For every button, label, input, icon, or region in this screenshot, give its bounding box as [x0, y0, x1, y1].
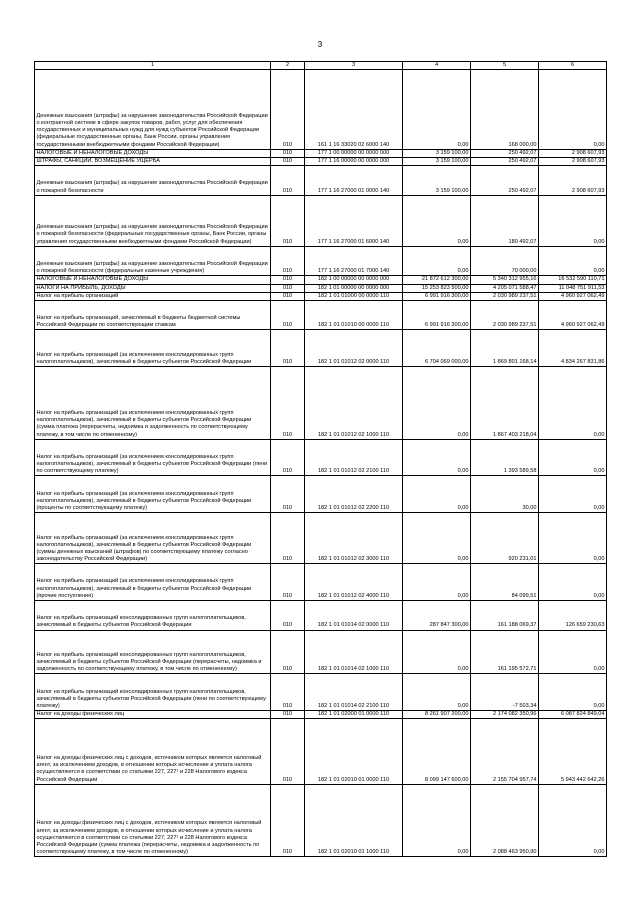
- row-code-cell: 010: [271, 276, 305, 284]
- table-row: [35, 367, 607, 440]
- row-name-cell: НАЛОГИ НА ПРИБЫЛЬ, ДОХОДЫ: [35, 284, 271, 292]
- row-fact-cell: 161 195 572,71: [471, 630, 539, 674]
- row-kbk-cell: 182 1 01 01012 02 0000 110: [305, 330, 403, 367]
- row-fact-cell: 920 231,01: [471, 513, 539, 564]
- row-fact-cell: 70 000,00: [471, 246, 539, 276]
- table-row: [35, 246, 607, 276]
- row-kbk-cell: 182 1 01 01012 02 4000 110: [305, 564, 403, 601]
- row-name-cell: Налог на доходы физических лиц с доходов, источником которых является налоговый агент, за исключением доходов, в отношении которых исчисление и уплата налога осуществляются в соответствии со статьями 227, 227¹ и 228 Налогового кодекса Российской Федерации (сумма платежа (перерасчеты, недоимка и задолженность по соответствующему платежу, в том числе по отмененному): [35, 784, 271, 857]
- table-row: [35, 195, 607, 246]
- table-row: [35, 630, 607, 674]
- row-plan-cell: 0,00: [403, 784, 471, 857]
- table-row: [35, 300, 607, 330]
- row-remaining-cell: 0,00: [539, 70, 607, 150]
- header-col-3: 3: [305, 62, 403, 70]
- row-code-cell: 010: [271, 330, 305, 367]
- row-plan-cell: 3 159 100,00: [403, 149, 471, 157]
- row-kbk-cell: 177 1 16 27000 01 0000 140: [305, 166, 403, 196]
- row-fact-cell: 1 869 801 168,14: [471, 330, 539, 367]
- row-code-cell: 010: [271, 284, 305, 292]
- row-kbk-cell: 182 1 01 01010 00 0000 110: [305, 300, 403, 330]
- row-name-cell: НАЛОГОВЫЕ И НЕНАЛОГОВЫЕ ДОХОДЫ: [35, 276, 271, 284]
- row-remaining-cell: 0,00: [539, 674, 607, 711]
- row-name-cell: НАЛОГОВЫЕ И НЕНАЛОГОВЫЕ ДОХОДЫ: [35, 149, 271, 157]
- row-plan-cell: 0,00: [403, 195, 471, 246]
- row-code-cell: 010: [271, 292, 305, 300]
- row-plan-cell: 287 847 300,00: [403, 600, 471, 630]
- row-kbk-cell: 182 1 01 01012 02 2100 110: [305, 439, 403, 476]
- row-code-cell: 010: [271, 476, 305, 513]
- row-kbk-cell: 182 1 01 01012 02 3000 110: [305, 513, 403, 564]
- table-row: [35, 784, 607, 857]
- row-fact-cell: 30,00: [471, 476, 539, 513]
- row-remaining-cell: 4 834 267 831,86: [539, 330, 607, 367]
- row-plan-cell: 0,00: [403, 246, 471, 276]
- row-kbk-cell: 182 1 01 02010 01 1000 110: [305, 784, 403, 857]
- table-row: [35, 276, 607, 284]
- header-col-2: 2: [271, 62, 305, 70]
- row-name-cell: Налог на прибыль организаций консолидированных групп налогоплательщиков, зачисляемый в бюджеты субъектов Российской Федерации: [35, 600, 271, 630]
- row-kbk-cell: 161 1 16 33020 02 6000 140: [305, 70, 403, 150]
- row-kbk-cell: 182 1 01 02010 01 0000 110: [305, 719, 403, 784]
- row-fact-cell: 2 030 989 237,51: [471, 292, 539, 300]
- row-fact-cell: 161 188 069,37: [471, 600, 539, 630]
- row-fact-cell: 2 088 463 950,90: [471, 784, 539, 857]
- table-row: [35, 564, 607, 601]
- row-fact-cell: 180 492,07: [471, 195, 539, 246]
- row-fact-cell: 5 340 312 955,16: [471, 276, 539, 284]
- row-code-cell: 010: [271, 439, 305, 476]
- row-name-cell: Налог на прибыль организаций (за исключением консолидированных групп налогоплательщиков), зачисляемый в бюджеты субъектов Российской Федерации (суммы денежных взысканий (штрафов) по соответствующему платежу согласно законодательству Российской Федерации): [35, 513, 271, 564]
- row-kbk-cell: 182 1 01 01000 00 0000 110: [305, 292, 403, 300]
- row-remaining-cell: 6 087 824 849,04: [539, 711, 607, 719]
- header-col-5: 5: [471, 62, 539, 70]
- row-kbk-cell: 182 1 01 01014 02 1000 110: [305, 630, 403, 674]
- row-name-cell: Налог на доходы физических лиц: [35, 711, 271, 719]
- row-kbk-cell: 182 1 01 01014 02 2100 110: [305, 674, 403, 711]
- row-remaining-cell: 0,00: [539, 513, 607, 564]
- row-code-cell: 010: [271, 166, 305, 196]
- row-remaining-cell: 4 960 927 062,49: [539, 292, 607, 300]
- row-fact-cell: 2 030 989 237,51: [471, 300, 539, 330]
- row-remaining-cell: 0,00: [539, 367, 607, 440]
- row-name-cell: Денежные взыскания (штрафы) за нарушение законодательства Российской Федерации о пожарной безопасности (федеральные казенные учреждения): [35, 246, 271, 276]
- row-code-cell: 010: [271, 600, 305, 630]
- row-plan-cell: 6 991 916 300,00: [403, 300, 471, 330]
- row-plan-cell: 0,00: [403, 439, 471, 476]
- row-plan-cell: 8 099 147 600,00: [403, 719, 471, 784]
- row-name-cell: Налог на прибыль организаций консолидированных групп налогоплательщиков, зачисляемый в бюджеты субъектов Российской Федерации (пени по соответствующему платежу): [35, 674, 271, 711]
- row-name-cell: Налог на прибыль организаций (за исключением консолидированных групп налогоплательщиков), зачисляемый в бюджеты субъектов Российской Федерации: [35, 330, 271, 367]
- table-row: [35, 476, 607, 513]
- row-name-cell: Налог на прибыль организаций (за исключением консолидированных групп налогоплательщиков), зачисляемый в бюджеты субъектов Российской Федерации (проценты по соответствующему платежу): [35, 476, 271, 513]
- row-remaining-cell: 16 532 590 110,71: [539, 276, 607, 284]
- row-name-cell: Налог на прибыль организаций (за исключением консолидированных групп налогоплательщиков), зачисляемый в бюджеты субъектов Российской Федерации (пени по соответствующему платежу): [35, 439, 271, 476]
- row-code-cell: 010: [271, 70, 305, 150]
- row-plan-cell: 21 872 612 300,00: [403, 276, 471, 284]
- table-body: [35, 70, 607, 857]
- row-plan-cell: 6 991 916 300,00: [403, 292, 471, 300]
- row-plan-cell: 8 261 907 200,00: [403, 711, 471, 719]
- row-code-cell: 010: [271, 157, 305, 165]
- table-row: [35, 439, 607, 476]
- row-plan-cell: 3 159 100,00: [403, 166, 471, 196]
- row-remaining-cell: 4 960 927 062,49: [539, 300, 607, 330]
- row-plan-cell: 15 253 823 500,00: [403, 284, 471, 292]
- row-kbk-cell: 182 1 01 02000 01 0000 110: [305, 711, 403, 719]
- row-kbk-cell: 182 1 00 00000 00 0000 000: [305, 276, 403, 284]
- row-name-cell: ШТРАФЫ, САНКЦИИ, ВОЗМЕЩЕНИЕ УЩЕРБА: [35, 157, 271, 165]
- row-plan-cell: 0,00: [403, 630, 471, 674]
- row-plan-cell: 0,00: [403, 367, 471, 440]
- row-fact-cell: 2 155 704 957,74: [471, 719, 539, 784]
- table-row: [35, 513, 607, 564]
- row-code-cell: 010: [271, 719, 305, 784]
- row-kbk-cell: 182 1 01 01012 02 1000 110: [305, 367, 403, 440]
- row-code-cell: 010: [271, 246, 305, 276]
- row-code-cell: 010: [271, 630, 305, 674]
- row-code-cell: 010: [271, 149, 305, 157]
- row-plan-cell: 0,00: [403, 476, 471, 513]
- row-name-cell: Денежные взыскания (штрафы) за нарушение законодательства Российской Федерации о пожарной безопасности: [35, 166, 271, 196]
- row-remaining-cell: 0,00: [539, 564, 607, 601]
- row-name-cell: Налог на прибыль организаций (за исключением консолидированных групп налогоплательщиков), зачисляемый в бюджеты субъектов Российской Федерации (сумма платежа (перерасчеты, недоимка и задолженность по соответствующему платежу, в том числе по отмененному): [35, 367, 271, 440]
- row-fact-cell: 168 000,00: [471, 70, 539, 150]
- row-kbk-cell: 182 1 01 01012 02 2200 110: [305, 476, 403, 513]
- table-row: [35, 330, 607, 367]
- row-fact-cell: 2 174 082 350,96: [471, 711, 539, 719]
- row-code-cell: 010: [271, 300, 305, 330]
- table-row: [35, 719, 607, 784]
- row-kbk-cell: 182 1 01 00000 00 0000 000: [305, 284, 403, 292]
- row-code-cell: 010: [271, 195, 305, 246]
- row-code-cell: 010: [271, 784, 305, 857]
- header-col-4: 4: [403, 62, 471, 70]
- row-name-cell: Налог на прибыль организаций консолидированных групп налогоплательщиков, зачисляемый в бюджеты субъектов Российской Федерации (перерасчеты, недоимка и задолженность по соответствующему платежу, в том числе по отмененному): [35, 630, 271, 674]
- table-row: [35, 157, 607, 165]
- row-remaining-cell: 0,00: [539, 630, 607, 674]
- row-name-cell: Денежные взыскания (штрафы) за нарушение законодательства Российской Федерации о контрактной системе в сфере закупок товаров, работ, услуг для обеспечения государственных и муниципальных нужд для нужд субъектов Российской Федерации (федеральные государственные органы, Банк России, органы управления государственными внебюджетными фондами Российской Федерации): [35, 70, 271, 150]
- row-remaining-cell: 0,00: [539, 476, 607, 513]
- row-fact-cell: 84 099,51: [471, 564, 539, 601]
- table-row: [35, 166, 607, 196]
- row-fact-cell: 1 867 403 218,04: [471, 367, 539, 440]
- row-remaining-cell: 11 048 751 911,53: [539, 284, 607, 292]
- row-code-cell: 010: [271, 367, 305, 440]
- row-remaining-cell: 0,00: [539, 195, 607, 246]
- row-remaining-cell: 2 908 607,93: [539, 157, 607, 165]
- table-header-row: [35, 62, 607, 70]
- row-kbk-cell: 182 1 01 01014 02 0000 110: [305, 600, 403, 630]
- row-name-cell: Денежные взыскания (штрафы) за нарушение законодательства Российской Федерации о пожарной безопасности (федеральные государственные органы, Банк России, органы управления государственными внебюджетными фондами Российской Федерации): [35, 195, 271, 246]
- row-remaining-cell: 0,00: [539, 246, 607, 276]
- row-plan-cell: 0,00: [403, 564, 471, 601]
- row-name-cell: Налог на прибыль организаций, зачисляемый в бюджеты бюджетной системы Российской Федерации по соответствующим ставкам: [35, 300, 271, 330]
- revenue-table: [34, 61, 607, 857]
- row-fact-cell: 1 393 589,58: [471, 439, 539, 476]
- table-row: [35, 711, 607, 719]
- table-row: [35, 284, 607, 292]
- row-remaining-cell: 0,00: [539, 784, 607, 857]
- row-name-cell: Налог на доходы физических лиц с доходов, источником которых является налоговый агент, за исключением доходов, в отношении которых исчисление и уплата налога осуществляются в соответствии со статьями 227, 227¹ и 228 Налогового кодекса Российской Федерации: [35, 719, 271, 784]
- row-name-cell: Налог на прибыль организаций (за исключением консолидированных групп налогоплательщиков), зачисляемый в бюджеты субъектов Российской Федерации (прочие поступления): [35, 564, 271, 601]
- row-fact-cell: 250 492,07: [471, 149, 539, 157]
- row-code-cell: 010: [271, 513, 305, 564]
- row-fact-cell: 4 205 071 588,47: [471, 284, 539, 292]
- table-row: [35, 70, 607, 150]
- row-code-cell: 010: [271, 711, 305, 719]
- row-name-cell: Налог на прибыль организаций: [35, 292, 271, 300]
- row-remaining-cell: 2 908 607,93: [539, 166, 607, 196]
- row-kbk-cell: 177 1 16 00000 00 0000 000: [305, 157, 403, 165]
- header-col-6: 6: [539, 62, 607, 70]
- table-row: [35, 292, 607, 300]
- row-fact-cell: 250 492,07: [471, 157, 539, 165]
- table-row: [35, 149, 607, 157]
- row-plan-cell: 6 704 069 000,00: [403, 330, 471, 367]
- row-remaining-cell: 0,00: [539, 439, 607, 476]
- row-kbk-cell: 177 1 16 27000 01 6000 140: [305, 195, 403, 246]
- row-plan-cell: 0,00: [403, 674, 471, 711]
- row-plan-cell: 0,00: [403, 513, 471, 564]
- header-col-1: 1: [35, 62, 271, 70]
- row-code-cell: 010: [271, 564, 305, 601]
- table-row: [35, 674, 607, 711]
- row-plan-cell: 0,00: [403, 70, 471, 150]
- row-code-cell: 010: [271, 674, 305, 711]
- row-remaining-cell: 2 908 607,93: [539, 149, 607, 157]
- row-plan-cell: 3 159 100,00: [403, 157, 471, 165]
- row-kbk-cell: 177 1 16 27000 01 7000 140: [305, 246, 403, 276]
- row-remaining-cell: 5 943 442 642,26: [539, 719, 607, 784]
- row-fact-cell: -7 503,34: [471, 674, 539, 711]
- page-number: 3: [317, 40, 323, 49]
- row-fact-cell: 250 492,07: [471, 166, 539, 196]
- row-kbk-cell: 177 1 00 00000 00 0000 000: [305, 149, 403, 157]
- table-row: [35, 600, 607, 630]
- row-remaining-cell: 126 659 230,63: [539, 600, 607, 630]
